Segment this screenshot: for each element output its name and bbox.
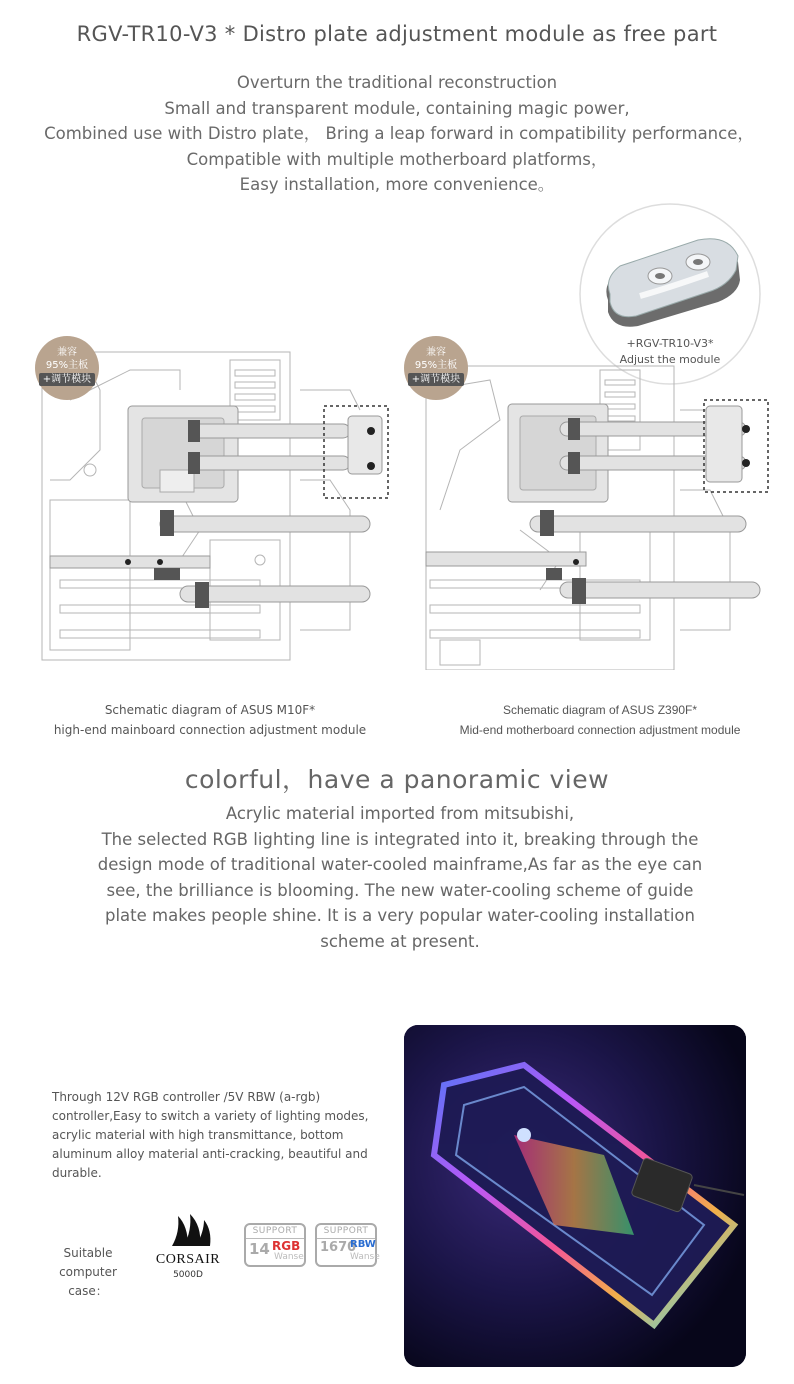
compat-badge-left	[35, 336, 99, 400]
case-model: 5000D	[173, 1270, 203, 1280]
intro-text	[0, 70, 794, 198]
diagram-left	[30, 330, 400, 670]
diagram-right-caption-sub: Mid-end motherboard connection adjustment module	[459, 723, 741, 737]
case-brand-name: CORSAIR	[155, 1252, 221, 1267]
compat-badge-tag: +调节模块	[408, 373, 464, 386]
diagram-right	[400, 330, 780, 670]
compat-badge-tag: +调节模块	[39, 373, 95, 386]
feature-description	[52, 1088, 382, 1183]
compat-badge-line: 兼容	[426, 347, 446, 358]
badge-number: 14	[249, 1240, 270, 1258]
compat-badge-right	[404, 336, 468, 400]
module-callout-sublabel: Adjust the module	[619, 353, 721, 366]
section-heading: colorful，have a panoramic view	[184, 765, 610, 794]
badge-support-label: SUPPORT	[246, 1225, 304, 1239]
paragraph-line: The selected RGB lighting line is integrated into it, breaking through the	[101, 829, 699, 849]
corsair-logo	[150, 1212, 226, 1284]
intro-line: Easy installation, more convenience。	[239, 175, 555, 194]
badge-mode: RBW	[350, 1239, 376, 1250]
diagram-left-caption-sub: high-end mainboard connection adjustment module	[53, 723, 367, 737]
suitable-line: computer case：	[59, 1265, 117, 1298]
description-line: Through 12V RGB controller /5V RBW (a-rgb)	[52, 1090, 321, 1104]
paragraph-line: scheme at present.	[320, 931, 480, 951]
badge-number: 1670	[320, 1240, 357, 1255]
diagram-left-caption: Schematic diagram of ASUS M10F*	[104, 703, 316, 717]
paragraph-line: plate makes people shine. It is a very popular water-cooling installation	[104, 906, 695, 925]
diagram-right-caption: Schematic diagram of ASUS Z390F*	[502, 703, 698, 717]
description-line: acrylic material with high transmittance, bottom	[52, 1128, 344, 1142]
module-callout-label: +RGV-TR10-V3*	[626, 337, 714, 350]
section-paragraph	[80, 801, 720, 954]
paragraph-line: see, the brilliance is blooming. The new water-cooling scheme of guide	[106, 880, 694, 900]
badge-support-label: SUPPORT	[317, 1225, 375, 1239]
intro-line: Compatible with multiple motherboard platforms，	[186, 149, 608, 169]
intro-line: Overturn the traditional reconstruction	[236, 73, 558, 92]
paragraph-line: Acrylic material imported from mitsubishi,	[225, 804, 575, 823]
support-rbw-badge	[315, 1223, 380, 1267]
compat-badge-line: 95%主板	[45, 360, 89, 371]
compat-badge-line: 兼容	[57, 347, 77, 358]
product-photo	[404, 1025, 746, 1367]
badge-sub: Wanse	[350, 1252, 380, 1262]
description-line: durable.	[52, 1166, 102, 1180]
paragraph-line: design mode of traditional water-cooled mainframe,As far as the eye can	[97, 855, 703, 874]
badge-sub: Wanse	[274, 1252, 304, 1262]
suitable-line: Suitable	[63, 1246, 113, 1260]
badge-mode: RGB	[272, 1239, 301, 1253]
description-line: controller,Easy to switch a variety of lighting modes,	[52, 1109, 369, 1123]
compat-badge-line: 95%主板	[414, 360, 458, 371]
corsair-sails-icon	[150, 1212, 226, 1248]
support-rgb-badge	[244, 1223, 306, 1267]
intro-line: Combined use with Distro plate， Bring a leap forward in compatibility performance，	[44, 124, 754, 143]
description-line: aluminum alloy material anti-cracking, beautiful and	[52, 1147, 368, 1161]
page-title: RGV-TR10-V3 * Distro plate adjustment module as free part	[76, 22, 718, 46]
intro-line: Small and transparent module, containing magic power,	[164, 98, 630, 118]
rgb-distro-plate-image	[404, 1025, 746, 1367]
suitable-case-label	[38, 1244, 138, 1301]
